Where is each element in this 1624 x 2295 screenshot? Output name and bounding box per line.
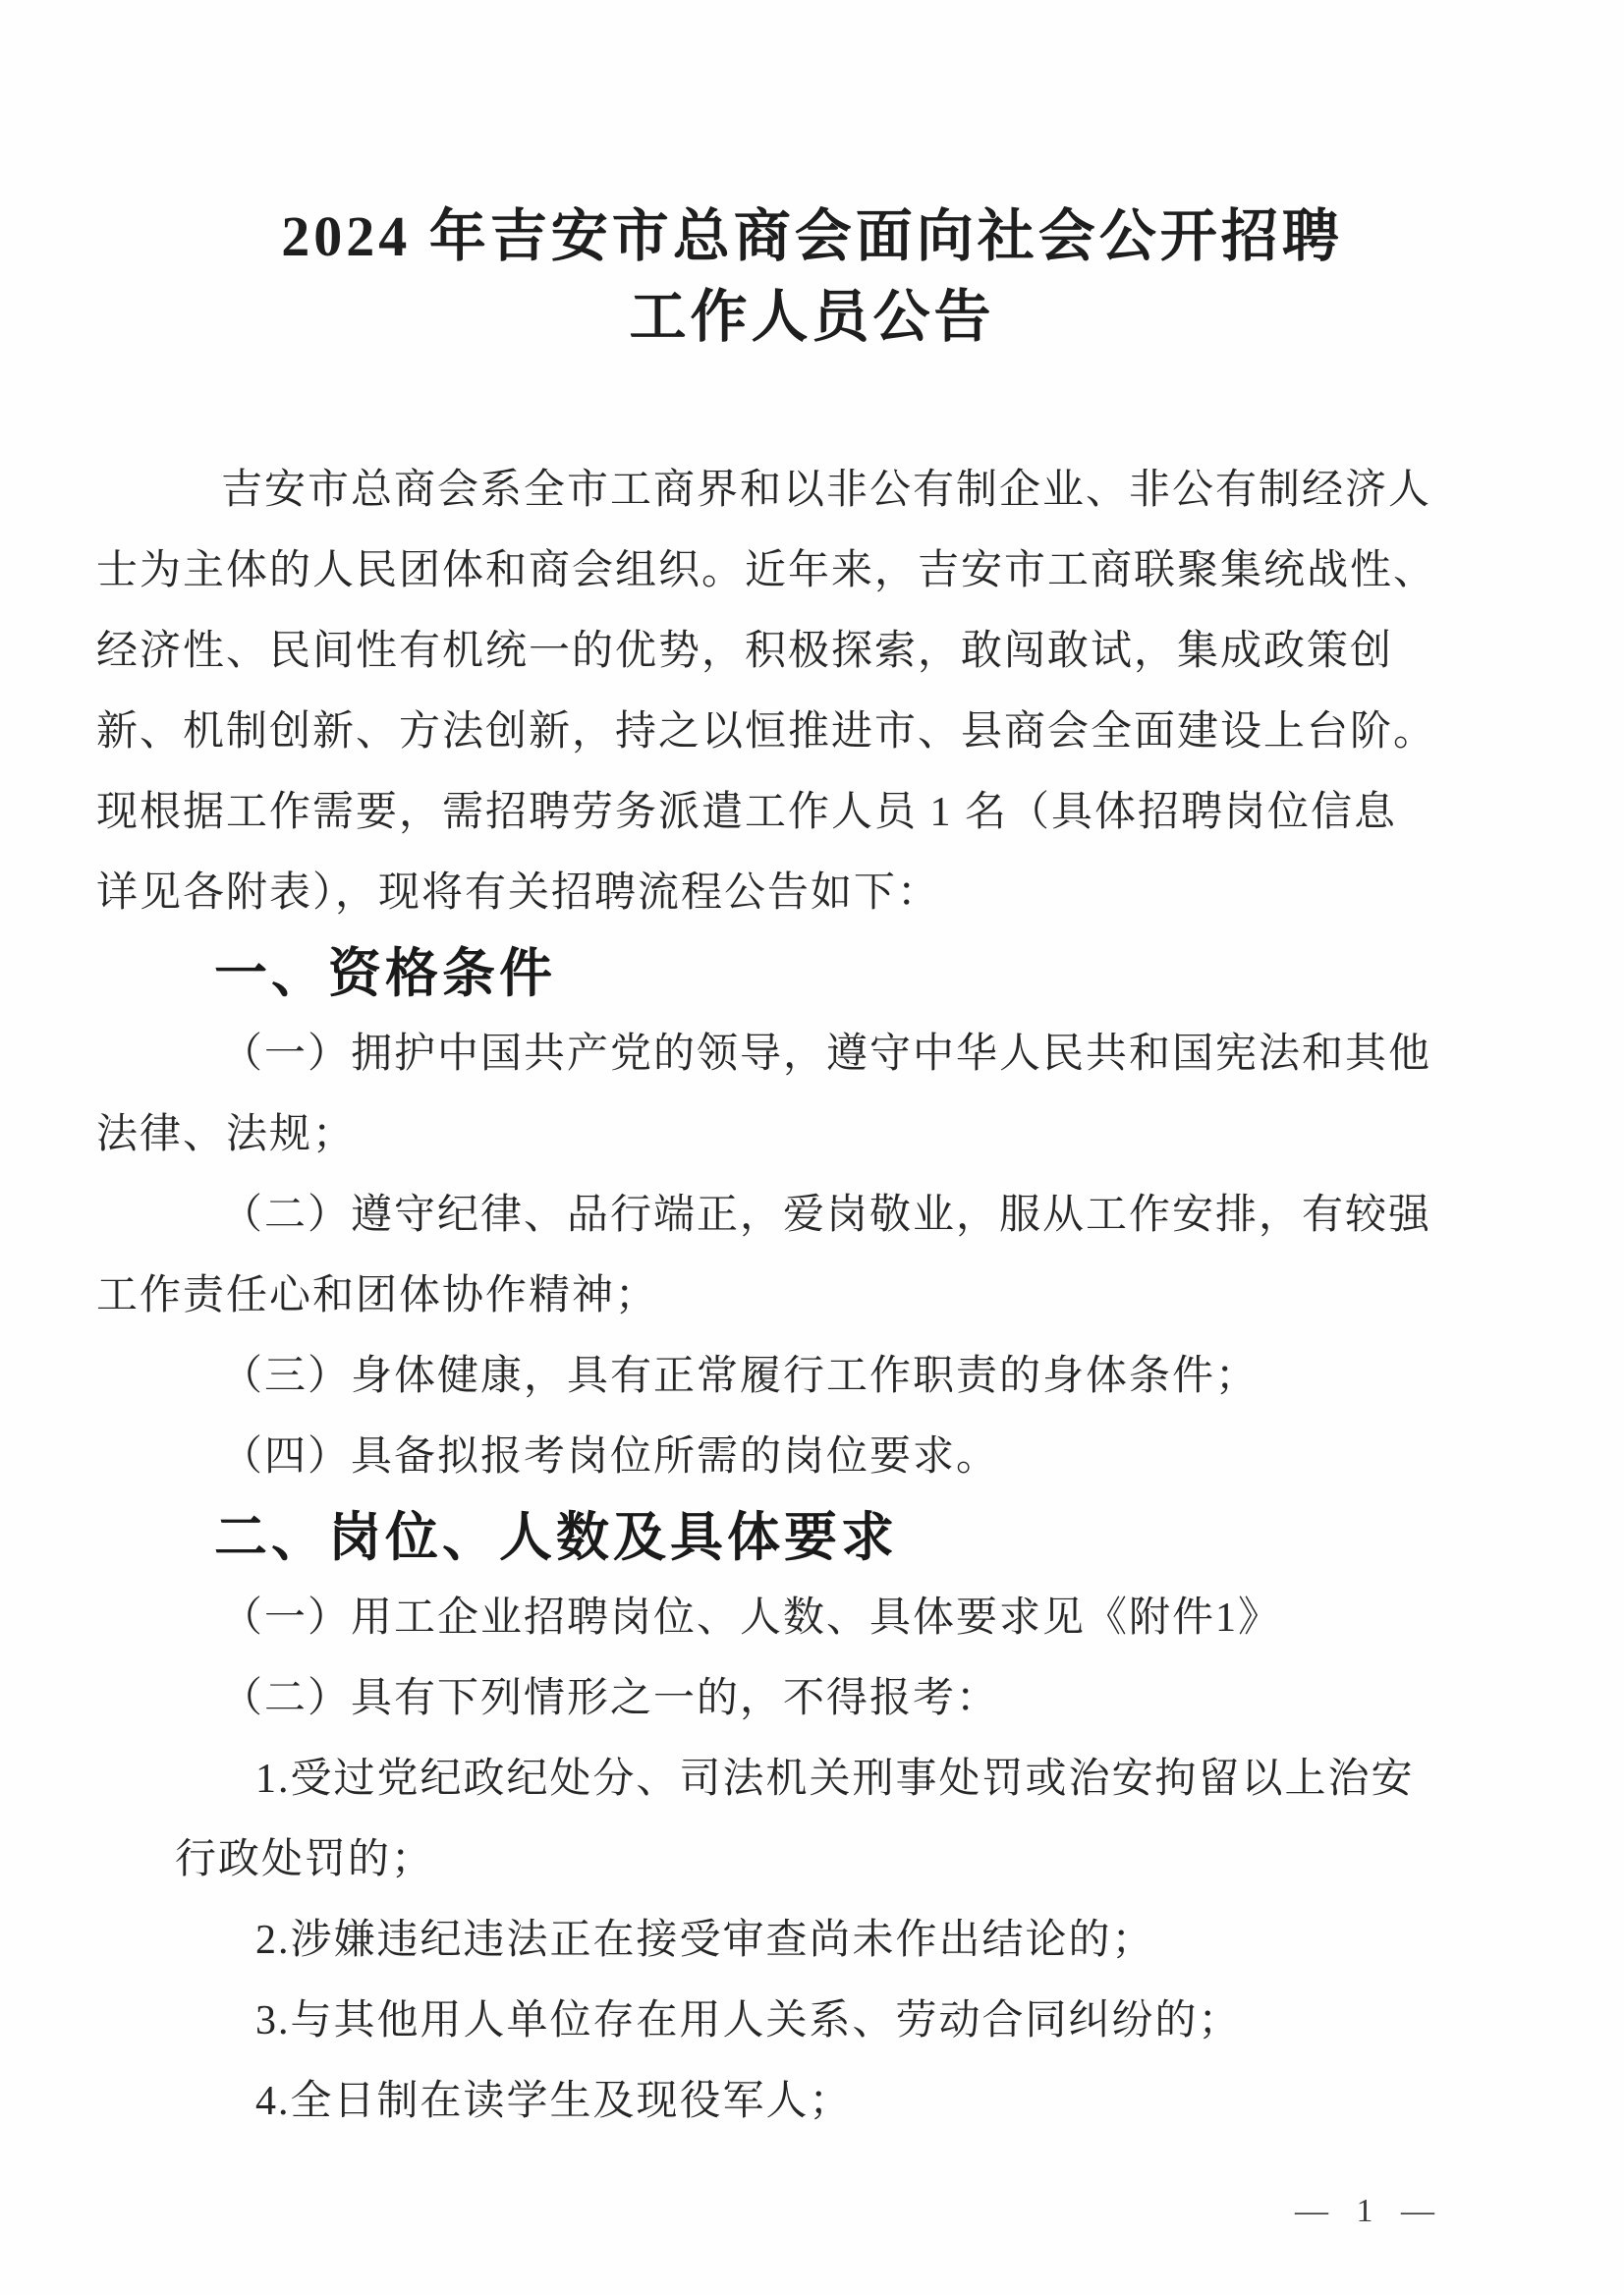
section-2-heading: 二、岗位、人数及具体要求 — [214, 1508, 898, 1567]
section-1-item-line: （四）具备拟报考岗位所需的岗位要求。 — [221, 1434, 1000, 1480]
section-1-item-line: （三）身体健康，具有正常履行工作职责的身体条件； — [221, 1354, 1260, 1399]
section-1-item-line: （一）拥护中国共产党的领导，遵守中华人民共和国宪法和其他 — [221, 1032, 1432, 1077]
section-2-item-line: 4.全日制在读学生及现役军人； — [255, 2079, 853, 2124]
section-1-item-line: 工作责任心和团体协作精神； — [96, 1273, 659, 1318]
section-1-item-line: （二）遵守纪律、品行端正，爱岗敬业，服从工作安排，有较强 — [221, 1193, 1432, 1238]
section-2-item-line: 1.受过党纪政纪处分、司法机关刑事处罚或治安拘留以上治安 — [255, 1757, 1415, 1802]
section-2-item-line: （一）用工企业招聘岗位、人数、具体要求见《附件1》 — [221, 1595, 1282, 1641]
intro-line: 现根据工作需要，需招聘劳务派遣工作人员 1 名（具体招聘岗位信息 — [96, 790, 1398, 835]
section-2-item-line: 行政处罚的； — [175, 1837, 435, 1882]
section-2-item-line: 3.与其他用人单位存在用人关系、劳动合同纠纷的； — [255, 1998, 1242, 2043]
section-1-item-line: 法律、法规； — [96, 1112, 357, 1157]
section-1-heading: 一、资格条件 — [214, 944, 556, 1003]
title-line-2: 工作人员公告 — [629, 285, 995, 349]
intro-line: 经济性、民间性有机统一的优势，积极探索，敢闯敢试，集成政策创 — [96, 629, 1394, 674]
page-number: — 1 — — [1295, 2193, 1444, 2229]
section-2-item-line: （二）具有下列情形之一的，不得报考： — [221, 1676, 1000, 1721]
document-title — [0, 196, 1624, 358]
section-2-item-line: 2.涉嫌违纪违法正在接受审查尚未作出结论的； — [255, 1918, 1155, 1963]
title-line-1: 2024 年吉安市总商会面向社会公开招聘 — [281, 204, 1343, 268]
document-body — [96, 450, 1462, 2142]
intro-line: 士为主体的人民团体和商会组织。近年来，吉安市工商联聚集统战性、 — [96, 548, 1437, 593]
intro-line: 详见各附表），现将有关招聘流程公告如下： — [96, 870, 941, 916]
intro-line: 新、机制创新、方法创新，持之以恒推进市、县商会全面建设上台阶。 — [96, 709, 1437, 755]
intro-line: 吉安市总商会系全市工商界和以非公有制企业、非公有制经济人 — [221, 468, 1432, 513]
